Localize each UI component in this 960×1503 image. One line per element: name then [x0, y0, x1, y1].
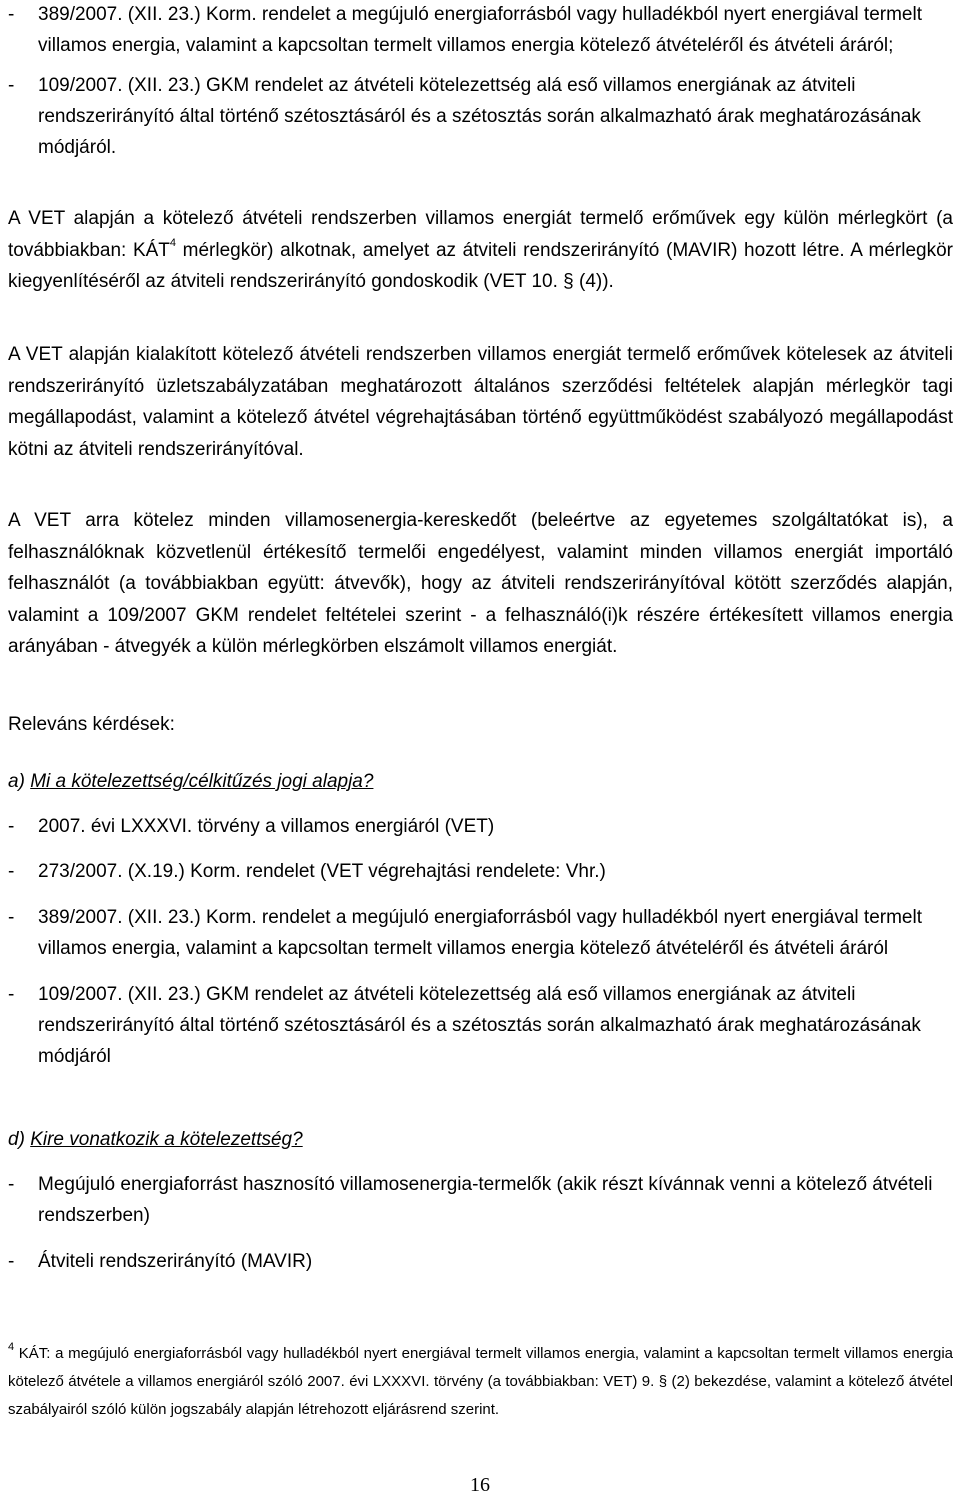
list-item-text: 109/2007. (XII. 23.) GKM rendelet az átvételi kötelezettség alá eső villamos energiának az átviteli rendszerirányító által történő szétosztásáról és a szétosztás során alkalmazható árak meghatározásának módjáról — [38, 984, 921, 1067]
list-item-text: 389/2007. (XII. 23.) Korm. rendelet a megújuló energiaforrásból vagy hulladékból nyert energiával termelt villamos energia, valamint a kapcsoltan termelt villamos energia kötelező átvételéről és átvételi áráról; — [38, 4, 923, 56]
top-list — [8, 0, 953, 163]
footnote — [8, 1340, 953, 1424]
question-d — [8, 1124, 303, 1155]
paragraph-text: mérlegkör) alkotnak, amelyet az átviteli rendszerirányító (MAVIR) hozott létre. A mérlegkör kiegyenlítéséről az átviteli rendszerirányító gondoskodik (VET 10. § (4)). — [8, 239, 953, 292]
page-number: 16 — [470, 1474, 490, 1496]
question-prefix: a) — [8, 771, 31, 792]
footnote-reference: 4 — [169, 237, 177, 250]
legal-basis-list — [8, 811, 953, 1072]
subjects-list — [8, 1169, 953, 1277]
list-item — [8, 811, 953, 842]
list-item — [8, 979, 953, 1072]
list-item-text: 389/2007. (XII. 23.) Korm. rendelet a megújuló energiaforrásból vagy hulladékból nyert energiával termelt villamos energia, valamint a kapcsoltan termelt villamos energia kötelező átvételéről és átvételi áráról — [38, 907, 923, 959]
list-dash: - — [8, 984, 15, 1005]
list-item — [8, 1169, 953, 1231]
list-item — [8, 856, 953, 887]
list-item-text: Átviteli rendszerirányító (MAVIR) — [38, 1251, 313, 1272]
list-item — [8, 0, 953, 61]
list-dash: - — [8, 861, 15, 882]
paragraph-merlegkor-tagi-megallapodas: A VET alapján kialakított kötelező átvételi rendszerben villamos energiát termelő erőművek kötelesek az átviteli rendszerirányító üzletszabályzatában meghatározott általános szerződési feltételek alapján mérlegkör tagi megállapodást, valamint a kötelező átvétel végrehajtásában történő együttműködést szabályozó megállapodást kötni az átviteli rendszerirányítóval. — [8, 344, 953, 460]
list-item-text: 273/2007. (X.19.) Korm. rendelet (VET végrehajtási rendelete: Vhr.) — [38, 861, 606, 882]
list-item — [8, 70, 953, 163]
question-text: Kire vonatkozik a kötelezettség? — [30, 1129, 303, 1150]
list-item — [8, 1246, 953, 1277]
footnote-text: KÁT: a megújuló energiaforrásból vagy hulladékból nyert energiával termelt villamos energia, valamint a kapcsoltan termelt villamos energia kötelező átvétele a villamos energiáról szóló 2007. évi LXXXVI. törvény (a továbbiakban: VET) 9. § (2) bekezdése, valamint a kötelező átvétel szabályairól szóló külön jogszabály alapján létrehozott eljárásrend szerint. — [8, 1345, 953, 1418]
question-text: Mi a kötelezettség/célkitűzés jogi alapja? — [30, 771, 374, 792]
paragraph-kat-merlegkor — [8, 203, 953, 298]
list-item — [8, 902, 953, 964]
list-dash: - — [8, 4, 15, 25]
relevant-questions-heading: Releváns kérdések: — [8, 714, 175, 735]
list-dash: - — [8, 1174, 15, 1195]
list-dash: - — [8, 816, 15, 837]
list-dash: - — [8, 75, 15, 96]
question-prefix: d) — [8, 1129, 31, 1150]
footnote-mark: 4 — [8, 1341, 15, 1353]
question-a — [8, 766, 373, 797]
list-item-text: 2007. évi LXXXVI. törvény a villamos energiáról (VET) — [38, 816, 495, 837]
list-dash: - — [8, 907, 15, 928]
list-item-text: Megújuló energiaforrást hasznosító villamosenergia-termelők (akik részt kívánnak venni a kötelező átvételi rendszerben) — [38, 1174, 933, 1226]
list-dash: - — [8, 1251, 15, 1272]
paragraph-atvevok-kotelezettsege: A VET arra kötelez minden villamosenergia-kereskedőt (beleértve az egyetemes szolgáltatókat is), a felhasználóknak közvetlenül értékesítő termelői engedélyest, valamint minden villamos energiát importáló felhasználót (a továbbiakban együtt: átvevők), hogy az átviteli rendszerirányítóval kötött szerződés alapján, valamint a 109/2007 GKM rendelet feltételei szerint - a felhasználó(i)k részére értékesített villamos energia arányában - átvegyék a külön mérlegkörben elszámolt villamos energiát. — [8, 510, 953, 657]
paragraph-text: A VET alapján a kötelező átvételi rendszerben villamos energiát termelő erőművek egy külön mérlegkört (a továbbiakban: KÁT — [8, 208, 953, 261]
list-item-text: 109/2007. (XII. 23.) GKM rendelet az átvételi kötelezettség alá eső villamos energiának az átviteli rendszerirányító által történő szétosztásáról és a szétosztás során alkalmazható árak meghatározásának módjáról. — [38, 75, 921, 158]
